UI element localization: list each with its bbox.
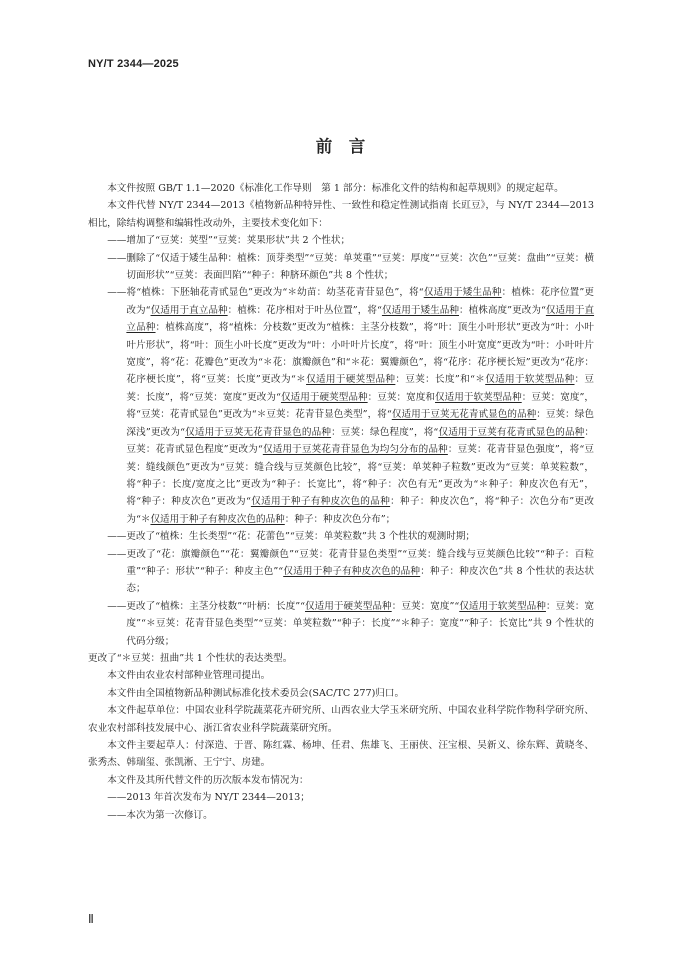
- page-title: 前 言: [315, 137, 366, 156]
- dash-mark: ——: [107, 287, 127, 299]
- change-text: ：豆荚：绿色程度”，将“: [331, 426, 439, 438]
- change-text: 将“植株：下胚轴花青甙显色”更改为“＊幼苗：幼茎花青苷显色”，将“: [126, 287, 424, 299]
- change-text: 更改了“植株：生长类型”“花：花蕾色”“豆荚：单荚粒数”共 3 个性状的观测时期；: [126, 531, 476, 543]
- change-text: ：豆荚：绿色深浅”更改为“: [126, 409, 595, 438]
- change-item-deleted: [107, 250, 594, 285]
- underlined-condition: 仅适用于豆荚花青苷显色为均匀分布的品种: [262, 444, 448, 456]
- history-text: 本次为第一次修订。: [126, 809, 213, 821]
- underlined-condition: 仅适用于种子有种皮次色的品种: [283, 565, 421, 577]
- dash-mark: ——: [107, 235, 127, 247]
- change-text: 删除了“仅适于矮生品种：植株：顶芽类型”“豆荚：单荚重”“豆荚：厚度”“豆荚：次色”“豆荚：盘曲”“豆荚：横切面形状”“豆荚：表面凹陷”“种子：种脐环颜色”共 8 个性状；: [126, 252, 594, 282]
- change-text: ：植株：花序相对于叶丛位置”，将“: [227, 304, 382, 316]
- history-text: 2013 年首次发布为 NY/T 2344—2013；: [126, 792, 310, 804]
- change-text: ：种子：种皮次色”，将“种子：次色分布”更改为“＊: [126, 496, 595, 525]
- underlined-condition: 仅适用于种子有种皮次色的品种: [150, 513, 285, 525]
- paragraph-centralized-by: 本文件由全国植物新品种测试标准化技术委员会(SAC/TC 277)归口。: [107, 687, 405, 699]
- change-text: ：豆荚：花青苷显色强度”，将“豆荚：缝线颜色”更改为“豆荚：缝合线与豆荚颜色比较”，将“豆荚：单荚种子粒数”更改为“豆荚：单荚粒数”，将“种子：长度/宽度之比”更改为“种子：长宽比”，将“种子：次色有无”更改为“＊种子：种皮次色有无”，将“种子：种皮次色”更改为“: [126, 444, 595, 508]
- foreword-body: [88, 180, 594, 824]
- change-item-code-grading: [107, 598, 594, 650]
- paragraph-drafters: 本文件主要起草人：付深造、于晋、陈红霖、杨坤、任君、焦雄飞、王丽侠、汪宝根、吴新义、徐东辉、黄晓冬、张秀杰、韩瑞玺、张凯淅、王宁宁、房建。: [88, 740, 594, 769]
- paragraph-drafting-rules: 本文件按照 GB/T 1.1—2020《标准化工作导则 第 1 部分：标准化文件的结构和起草规则》的规定起草。: [107, 183, 564, 194]
- change-text: ：豆荚：宽度”“＊豆荚：花青苷显色类型”“豆荚：单荚粒数”“种子：长度”“＊种子：宽度”“种子：长宽比”共 9 个性状的代码分级；: [126, 600, 595, 647]
- change-item-added: [107, 232, 594, 249]
- dash-mark: ——: [107, 252, 127, 264]
- standard-number: NY/T 2344—2025: [88, 58, 179, 70]
- underlined-condition: 仅适用于直立品种: [150, 304, 228, 316]
- change-item-expression-states: [107, 546, 594, 598]
- change-text: ：植株高度”，将“植株：分枝数”更改为“植株：主茎分枝数”，将“叶：顶生小叶形状”更改为“叶：小叶叶片形状”，将“叶：顶生小叶长度”更改为“叶：小叶叶片长度”，将“叶：顶生小叶宽度”更改为“叶：小叶叶片宽度”，将“花：花瓣色”更改为“＊花：旗瓣颜色”和“＊花：翼瓣颜色”，将“花序：花序梗长短”更改为“花序：花序梗长度”，将“豆荚：长度”更改为“＊: [126, 322, 594, 386]
- change-text: ：种子：种皮次色”共 8 个性状的表达状态；: [126, 565, 594, 595]
- change-item-observation-time: [107, 528, 594, 545]
- history-item-revision: [107, 807, 594, 824]
- change-text: ：植株：花序位置”更改为“: [126, 287, 595, 316]
- dash-mark: ——: [107, 809, 127, 821]
- underlined-condition: 仅适用于种子有种皮次色的品种: [250, 496, 391, 508]
- change-text: ：植株高度”更改为“: [459, 304, 546, 316]
- paragraph-expression-type: 更改了“＊豆荚：扭曲”共 1 个性状的表达类型。: [88, 652, 293, 664]
- underlined-condition: 仅适用于豆荚无花青苷显色的品种: [184, 426, 332, 438]
- change-text: ：豆荚：宽度和: [367, 391, 436, 403]
- dash-mark: ——: [107, 548, 127, 560]
- change-text: ：豆荚：花青甙显色程度”更改为“: [126, 426, 595, 456]
- history-item-first-release: [107, 789, 594, 806]
- change-text: 增加了“豆荚：荚型”“豆荚：荚果形状”共 2 个性状；: [126, 235, 351, 247]
- underlined-condition: 仅适用于豆荚有花青甙显色的品种: [438, 426, 585, 438]
- paragraph-replaces: 本文件代替 NY/T 2344—2013《植物新品种特异性、一致性和稳定性测试指南 长豇豆》，与 NY/T 2344—2013 相比，除结构调整和编辑性改动外，主要技术变化如下：: [88, 200, 594, 229]
- change-text: ：豆荚：宽度”“: [391, 600, 460, 612]
- underlined-condition: 仅适用于软荚型品种: [485, 374, 575, 386]
- paragraph-proposed-by: 本文件由农业农村部种业管理司提出。: [107, 670, 271, 682]
- underlined-condition: 仅适用于直立品种: [126, 304, 595, 334]
- dash-mark: ——: [107, 792, 127, 804]
- change-text: ：豆荚：长度”，将“豆荚：宽度”更改为“: [126, 374, 595, 403]
- underlined-condition: 仅适用于豆荚无花青甙显色的品种: [391, 409, 537, 421]
- underlined-condition: 仅适用于硬荚型品种: [280, 391, 368, 403]
- change-text: ：豆荚：宽度”，将“豆荚：花青甙显色”更改为“＊豆荚：花青苷显色类型”，将“: [126, 391, 595, 421]
- underlined-condition: 仅适用于矮生品种: [381, 304, 459, 316]
- underlined-condition: 仅适用于硬荚型品种: [305, 600, 392, 612]
- dash-mark: ——: [107, 531, 127, 543]
- paragraph-drafting-units: 本文件起草单位：中国农业科学院蔬菜花卉研究所、山西农业大学玉米研究所、中国农业科学院作物科学研究所、农业农村部科技发展中心、浙江省农业科学院蔬菜研究所。: [88, 705, 594, 734]
- underlined-condition: 仅适用于软荚型品种: [459, 600, 546, 612]
- underlined-condition: 仅适用于软荚型品种: [435, 391, 522, 403]
- underlined-condition: 仅适用于矮生品种: [423, 287, 502, 299]
- underlined-condition: 仅适用于硬荚型品种: [306, 374, 396, 386]
- change-item-renamed: [107, 284, 594, 528]
- paragraph-history: 本文件及其所代替文件的历次版本发布情况为：: [107, 774, 309, 786]
- page-number: Ⅱ: [88, 912, 94, 926]
- dash-mark: ——: [107, 600, 127, 612]
- change-text: ：豆荚：长度”和“＊: [395, 374, 486, 386]
- change-text: 更改了“植株：主茎分枝数”“叶柄：长度”“: [126, 600, 306, 612]
- change-text: ：种子：种皮次色分布”；: [284, 513, 396, 525]
- change-text: 更改了“花：旗瓣颜色”“花：翼瓣颜色”“豆荚：花青苷显色类型”“豆荚：缝合线与豆荚颜色比较”“种子：百粒重”“种子：形状”“种子：种皮主色”“: [126, 548, 594, 577]
